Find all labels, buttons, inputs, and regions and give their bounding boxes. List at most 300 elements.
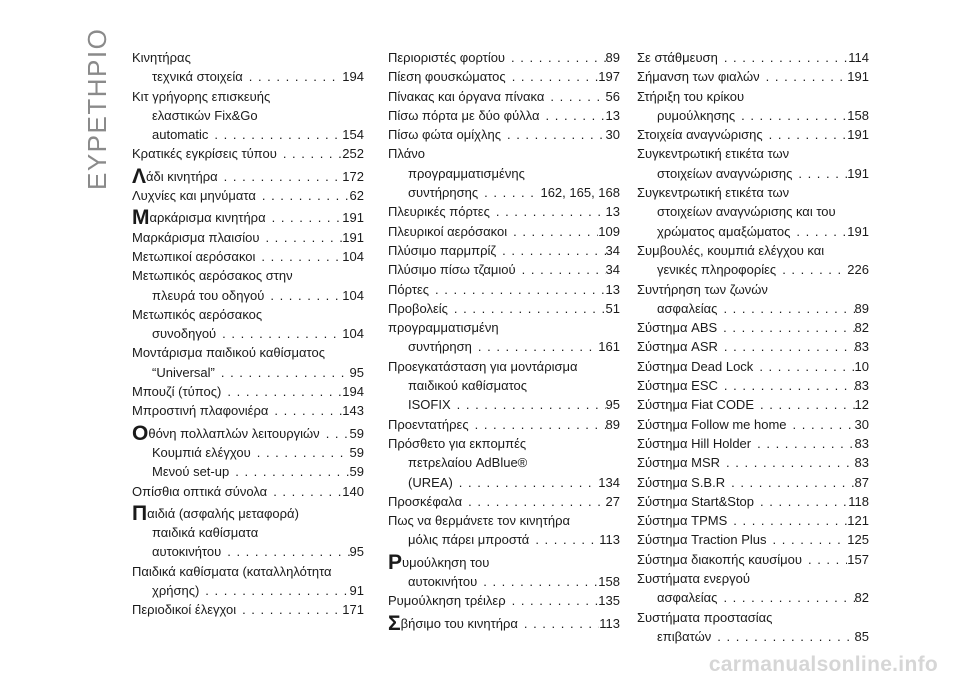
entry-heading-line (132, 48, 364, 67)
dot-leader (243, 67, 343, 86)
entry-text: Συστήματα ενεργού (637, 571, 750, 587)
entry-heading-line (388, 553, 620, 572)
entry-text: χρώματος αμαξώματος (657, 223, 791, 239)
entry-heading-line (637, 87, 869, 106)
entry-text: αιδιά (ασφαλής μεταφορά) (147, 505, 299, 521)
entry-text: Σύστημα TPMS (637, 513, 728, 529)
entry-heading-line (637, 280, 869, 299)
entry-text: προγραμματισμένη (388, 320, 499, 336)
dot-leader (453, 473, 599, 492)
page-number[interactable]: 27 (605, 493, 620, 509)
entry-text: αρκάρισμα κινητήρα (149, 210, 266, 226)
entry-text: automatic (152, 127, 209, 143)
entry-text: στοιχείων αναγνώρισης και του (657, 204, 836, 220)
entry-text: επιβατών (657, 628, 712, 644)
entry-heading-line (637, 530, 869, 549)
entry-text: Συντήρηση των ζωνών (637, 281, 768, 297)
dot-leader (717, 318, 854, 337)
page-number[interactable]: 161 (598, 339, 620, 355)
page-number[interactable]: 191 (342, 210, 364, 226)
page-number[interactable]: 226 (847, 262, 869, 278)
entry-text: Κιτ γρήγορης επισκευής (132, 88, 271, 104)
page-number[interactable]: 95 (349, 364, 364, 380)
entry-heading-line (388, 591, 620, 610)
entry-heading-line (388, 202, 620, 221)
entry-text: Κρατικές εγκρίσεις τύπου (132, 146, 277, 162)
entry-text: βήσιμο του κινητήρα (400, 615, 518, 631)
page-number[interactable]: 134 (598, 474, 620, 490)
index-entry (388, 318, 620, 357)
page-number[interactable]: 191 (847, 127, 869, 143)
dot-leader (496, 241, 605, 260)
dot-leader (718, 337, 855, 356)
dot-leader (754, 395, 855, 414)
index-entry (132, 167, 364, 186)
entry-heading-line (132, 443, 364, 462)
entry-text: πετρελαίου AdBlue® (408, 455, 528, 471)
dot-leader (429, 280, 606, 299)
entry-continuation-line (388, 572, 620, 591)
entry-text: χρήσης) (152, 583, 200, 599)
index-entry (637, 569, 869, 608)
index-entry (388, 48, 620, 67)
page-number[interactable]: 113 (599, 532, 620, 548)
index-entry (388, 144, 620, 202)
entry-continuation-line (637, 164, 869, 183)
page-number[interactable]: 89 (605, 50, 620, 65)
entry-text: Μαρκάρισμα πλαισίου (132, 229, 260, 245)
page-number[interactable]: 172 (342, 168, 364, 184)
entry-text: Μπροστινή πλαφονιέρα (132, 403, 269, 419)
dot-leader (760, 67, 848, 86)
entry-text: Πόρτες (388, 281, 430, 297)
entry-text: Πλευρικές πόρτες (388, 204, 490, 220)
index-entry (388, 299, 620, 318)
entry-text: Οπίσθια οπτικά σύνολα (132, 483, 268, 499)
entry-heading-line (388, 318, 620, 337)
index-entry (132, 228, 364, 247)
index-entry (388, 260, 620, 279)
index-entry (637, 434, 869, 453)
page-number[interactable]: 51 (605, 300, 620, 316)
page-number[interactable]: 10 (854, 358, 869, 374)
entry-text: Μοντάρισμα παιδικού καθίσματος (132, 345, 326, 361)
page-number[interactable]: 83 (854, 435, 869, 451)
page-number[interactable]: 252 (342, 146, 364, 162)
entry-text: Σύστημα S.B.R (637, 474, 726, 490)
index-entry (637, 337, 869, 356)
page-number[interactable]: 154 (342, 127, 364, 143)
entry-text: Συστήματα προστασίας (637, 609, 773, 625)
page-number[interactable]: 194 (342, 384, 364, 400)
dot-leader (215, 363, 350, 382)
index-entry (132, 382, 364, 401)
entry-text: Σύστημα Follow me home (637, 416, 787, 432)
entry-continuation-line (132, 523, 364, 542)
dot-leader (505, 48, 605, 67)
entry-text: Πρόσθετο για εκπομπές (388, 435, 527, 451)
entry-heading-line (637, 144, 869, 163)
dot-leader (790, 222, 847, 241)
dot-leader (506, 67, 599, 86)
dot-leader (720, 453, 854, 472)
entry-continuation-line (388, 453, 620, 472)
dot-leader (516, 260, 606, 279)
page-number[interactable]: 82 (854, 320, 869, 336)
entry-text: πλευρά του οδηγού (152, 287, 265, 303)
entry-text: Προεντατήρες (388, 416, 469, 432)
dot-leader (267, 482, 342, 501)
dot-leader (711, 627, 854, 646)
entry-text: Σύστημα Hill Holder (637, 435, 752, 451)
dot-leader (221, 382, 342, 401)
page-number[interactable]: 85 (854, 628, 869, 644)
entry-continuation-line (132, 106, 364, 125)
dot-leader (229, 462, 349, 481)
entry-text: Σύστημα MSR (637, 455, 721, 471)
entry-text: “Universal” (152, 364, 215, 380)
entry-heading-line (637, 337, 869, 356)
page-number[interactable]: 194 (342, 69, 364, 85)
section-title (76, 27, 112, 190)
entry-continuation-line (132, 67, 364, 86)
index-entry (388, 280, 620, 299)
dot-leader (767, 530, 848, 549)
entry-text: τεχνικά στοιχεία (152, 69, 243, 85)
page-number[interactable]: 34 (605, 262, 620, 278)
entry-continuation-line (637, 260, 869, 279)
page-number[interactable]: 109 (598, 223, 620, 239)
index-entry (388, 553, 620, 592)
entry-heading-line (637, 492, 869, 511)
entry-heading-line (637, 511, 869, 530)
dot-leader (256, 186, 350, 205)
entry-text: Σήμανση των φιαλών (637, 69, 760, 85)
page-number[interactable]: 171 (342, 602, 364, 618)
entry-text: Λυχνίες και μηνύματα (132, 188, 256, 204)
entry-text: Προσκέφαλα (388, 493, 463, 509)
index-entry (388, 241, 620, 260)
entry-text: Παιδικά καθίσματα (καταλληλότητα (132, 563, 332, 579)
entry-heading-line (132, 167, 364, 186)
page-number[interactable]: 162, 165, 168 (540, 185, 620, 201)
index-entry (637, 530, 869, 549)
entry-text: Μετωπικός αερόσακος στην (132, 268, 293, 284)
page-number[interactable]: 143 (342, 403, 364, 419)
entry-text: στοιχείων αναγνώρισης (657, 165, 793, 181)
dot-leader (451, 395, 606, 414)
section-title-text: ΕΥΡΕΤΗΡΙΟ (82, 27, 112, 190)
page-number[interactable]: 83 (854, 378, 869, 394)
dot-leader (268, 401, 342, 420)
entry-heading-line (637, 376, 869, 395)
index-entry (388, 511, 620, 550)
dot-leader (218, 167, 343, 186)
entry-text: ελαστικών Fix&Go (152, 107, 258, 123)
entry-continuation-line (132, 581, 364, 600)
page-number[interactable]: 158 (598, 574, 620, 590)
page-number[interactable]: 118 (848, 493, 869, 509)
entry-continuation-line (132, 363, 364, 382)
entry-text: Πως να θερμάνετε τον κινητήρα (388, 513, 570, 529)
entry-text: συντήρηση (408, 339, 472, 355)
entry-text: Προβολείς (388, 300, 448, 316)
page-number[interactable]: 82 (854, 590, 869, 606)
page-number[interactable]: 59 (349, 425, 364, 441)
entry-heading-line (132, 305, 364, 324)
entry-text: (UREA) (408, 474, 453, 490)
page-number[interactable]: 121 (847, 513, 869, 529)
entry-heading-line (388, 48, 620, 67)
dot-leader (266, 208, 343, 227)
page-number[interactable]: 83 (854, 455, 869, 471)
entry-text: παιδικά καθίσματα (152, 525, 259, 541)
index-entry (388, 614, 620, 633)
entry-heading-line (388, 511, 620, 530)
page-number[interactable]: 158 (847, 107, 869, 123)
page-number[interactable]: 104 (342, 326, 364, 342)
letter-capital: Λ (132, 166, 147, 187)
letter-capital: Π (132, 503, 148, 524)
entry-heading-line (132, 401, 364, 420)
entry-text: Πλευρικοί αερόσακοι (388, 223, 508, 239)
dot-leader (718, 48, 848, 67)
entry-text: μόλις πάρει μπροστά (408, 532, 530, 548)
watermark: carmanualsonline.info (708, 653, 938, 676)
page-number[interactable]: 62 (349, 188, 364, 204)
index-column-1 (132, 48, 364, 620)
entry-text: θόνη πολλαπλών λειτουργιών (148, 425, 320, 441)
index-entry (388, 125, 620, 144)
index-entry (132, 600, 364, 619)
dot-leader (763, 125, 848, 144)
dot-leader (787, 415, 855, 434)
dot-leader (501, 125, 606, 144)
entry-text: γενικές πληροφορίες (657, 262, 777, 278)
dot-leader (717, 588, 854, 607)
entry-text: Μπουζί (τύπος) (132, 384, 222, 400)
index-entry (388, 106, 620, 125)
index-entry (388, 67, 620, 86)
entry-text: ασφαλείας (657, 590, 718, 606)
index-entry (388, 357, 620, 415)
page-number[interactable]: 83 (854, 339, 869, 355)
letter-capital: Σ (388, 613, 401, 633)
index-entry (637, 608, 869, 647)
entry-text: Μετωπικός αερόσακος (132, 306, 263, 322)
dot-leader (507, 222, 598, 241)
entry-text: Σύστημα Fiat CODE (637, 397, 754, 413)
dot-leader (221, 542, 349, 561)
dot-leader (472, 337, 598, 356)
dot-leader (725, 473, 854, 492)
entry-heading-line (132, 144, 364, 163)
dot-leader (320, 424, 350, 443)
dot-leader (718, 376, 855, 395)
entry-heading-line (637, 550, 869, 569)
entry-text: Κουμπιά ελέγχου (152, 444, 251, 460)
entry-text: Περιοδικοί έλεγχοι (132, 602, 237, 618)
index-entry (388, 492, 620, 511)
entry-text: Πίνακας και όργανα πίνακα (388, 88, 545, 104)
entry-heading-line (637, 357, 869, 376)
entry-text: Συγκεντρωτική ετικέτα των (637, 146, 790, 162)
page-number[interactable]: 59 (349, 464, 364, 480)
entry-heading-line (388, 299, 620, 318)
entry-text: αυτοκινήτου (152, 544, 222, 560)
page-number[interactable]: 56 (605, 88, 620, 104)
page-number[interactable]: 140 (342, 483, 364, 499)
entry-heading-line (132, 228, 364, 247)
entry-heading-line (637, 434, 869, 453)
entry-heading-line (388, 106, 620, 125)
page-number[interactable]: 191 (342, 229, 364, 245)
page-number[interactable]: 113 (599, 615, 620, 631)
dot-leader (216, 324, 342, 343)
page-number[interactable]: 91 (349, 583, 364, 599)
dot-leader (199, 581, 349, 600)
entry-text: Σύστημα ESC (637, 378, 718, 394)
entry-continuation-line (637, 627, 869, 646)
index-entry (132, 87, 364, 145)
entry-heading-line (132, 562, 364, 581)
entry-continuation-line (388, 530, 620, 549)
index-entry (637, 511, 869, 530)
dot-leader (490, 202, 606, 221)
index-entry (637, 67, 869, 86)
page-number[interactable]: 191 (847, 223, 869, 239)
index-entry (637, 125, 869, 144)
entry-text: ISOFIX (408, 397, 451, 413)
page-number[interactable]: 13 (605, 204, 620, 220)
entry-text: ασφαλείας (657, 300, 718, 316)
index-entry (637, 415, 869, 434)
page-number[interactable]: 95 (605, 397, 620, 413)
page-number[interactable]: 157 (847, 551, 869, 567)
entry-continuation-line (132, 125, 364, 144)
entry-text: Πλύσιμο πίσω τζαμιού (388, 262, 516, 278)
index-entry (637, 241, 869, 280)
entry-text: Πίσω πόρτα με δύο φύλλα (388, 107, 540, 123)
entry-text: Ρυμούλκηση τρέιλερ (388, 593, 506, 609)
dot-leader (753, 357, 854, 376)
page-number[interactable]: 34 (605, 242, 620, 258)
index-entry (132, 186, 364, 205)
entry-text: Κινητήρας (132, 50, 191, 65)
entry-heading-line (388, 357, 620, 376)
index-entry (132, 482, 364, 501)
dot-leader (469, 415, 606, 434)
entry-heading-line (132, 482, 364, 501)
entry-text: Πίσω φώτα ομίχλης (388, 127, 501, 143)
entry-continuation-line (388, 164, 620, 183)
page-number[interactable]: 191 (847, 165, 869, 181)
letter-capital: Ρ (388, 552, 403, 573)
entry-continuation-line (388, 473, 620, 492)
index-entry (388, 222, 620, 241)
page-number[interactable]: 95 (349, 544, 364, 560)
index-entry (637, 144, 869, 183)
dot-leader (802, 550, 847, 569)
index-entry (637, 550, 869, 569)
entry-text: Πλάνο (388, 146, 425, 162)
entry-text: Μενού set-up (152, 464, 230, 480)
entry-heading-line (637, 318, 869, 337)
entry-heading-line (388, 434, 620, 453)
entry-text: Συμβουλές, κουμπιά ελέγχου και (637, 242, 825, 258)
index-entry (388, 434, 620, 492)
entry-text: ρυμούλκησης (657, 107, 736, 123)
dot-leader (448, 299, 606, 318)
entry-continuation-line (132, 542, 364, 561)
entry-heading-line (388, 144, 620, 163)
dot-leader (477, 572, 598, 591)
entry-text: Προεγκατάσταση για μοντάρισμα (388, 358, 578, 374)
entry-heading-line (388, 87, 620, 106)
page-number[interactable]: 191 (847, 69, 869, 85)
index-entry (637, 395, 869, 414)
entry-heading-line (132, 382, 364, 401)
page-number[interactable]: 13 (605, 107, 620, 123)
page-number[interactable]: 89 (605, 416, 620, 432)
page-number[interactable]: 30 (854, 416, 869, 432)
dot-leader (540, 106, 606, 125)
entry-continuation-line (388, 395, 620, 414)
page-number[interactable]: 12 (854, 397, 869, 413)
dot-leader (506, 591, 599, 610)
index-entry (637, 492, 869, 511)
dot-leader (518, 614, 599, 633)
index-column-3 (637, 48, 869, 646)
entry-heading-line (637, 473, 869, 492)
page-number[interactable]: 30 (605, 127, 620, 143)
dot-leader (751, 434, 854, 453)
page-number[interactable]: 135 (598, 593, 620, 609)
entry-text: Σύστημα ASR (637, 339, 718, 355)
entry-text: Συγκεντρωτική ετικέτα των (637, 185, 790, 201)
dot-leader (277, 144, 342, 163)
entry-heading-line (132, 343, 364, 362)
entry-heading-line (637, 241, 869, 260)
page-number[interactable]: 104 (342, 287, 364, 303)
page-number[interactable]: 114 (848, 50, 869, 65)
page-number[interactable]: 59 (349, 444, 364, 460)
entry-heading-line (388, 125, 620, 144)
index-column-2 (388, 48, 620, 633)
entry-heading-line (637, 415, 869, 434)
entry-text: Σύστημα Dead Lock (637, 358, 754, 374)
dot-leader (264, 286, 342, 305)
entry-continuation-line (388, 376, 620, 395)
entry-heading-line (637, 395, 869, 414)
dot-leader (529, 530, 599, 549)
page-number[interactable]: 89 (854, 300, 869, 316)
entry-heading-line (637, 453, 869, 472)
page-number[interactable]: 87 (854, 474, 869, 490)
letter-capital: Ο (132, 423, 149, 443)
index-entry (132, 208, 364, 227)
dot-leader (208, 125, 342, 144)
index-entry (132, 462, 364, 481)
dot-leader (462, 492, 605, 511)
page-number[interactable]: 125 (847, 532, 869, 548)
page-number[interactable]: 13 (605, 281, 620, 297)
entry-text: άδι κινητήρα (146, 168, 218, 184)
dot-leader (776, 260, 847, 279)
page-number[interactable]: 197 (598, 69, 620, 85)
entry-heading-line (637, 183, 869, 202)
page-number[interactable]: 104 (342, 248, 364, 264)
